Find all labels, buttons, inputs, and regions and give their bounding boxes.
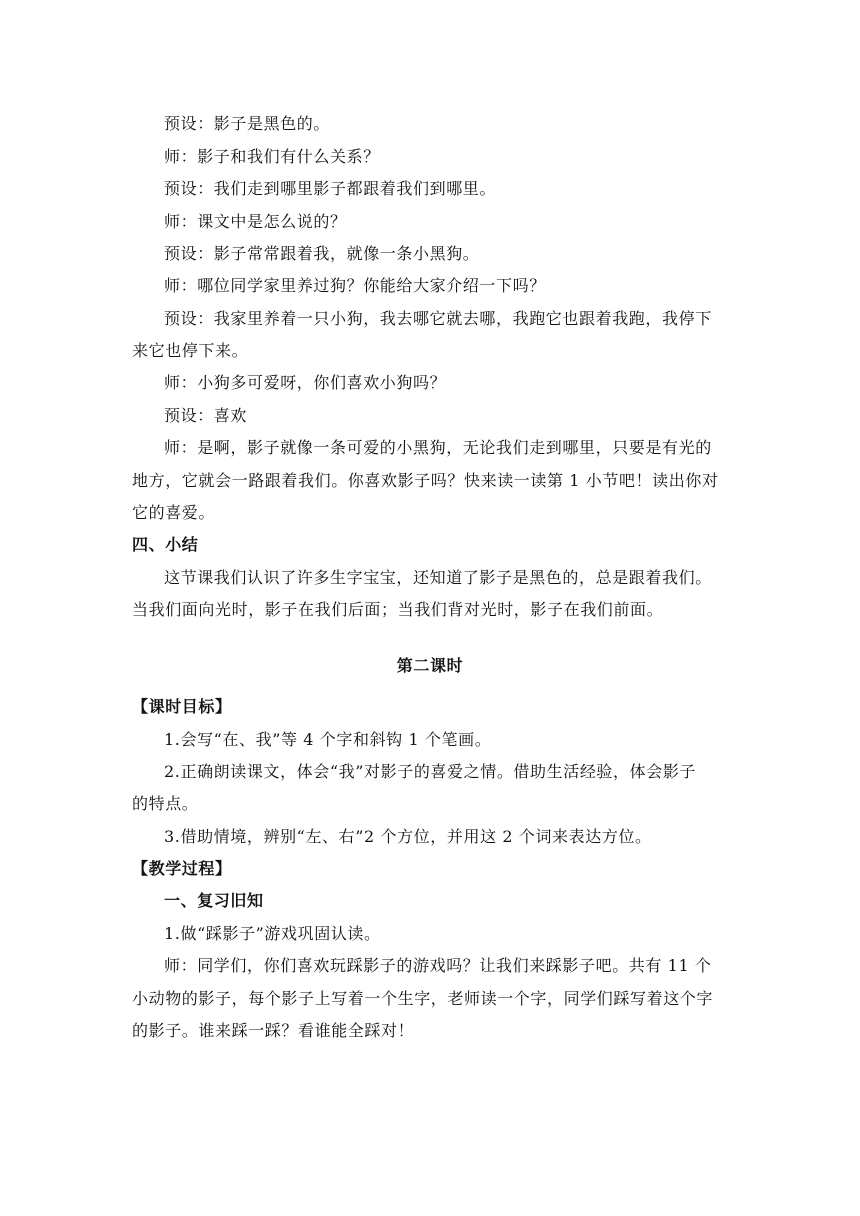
paragraph-line: 的影子。谁来踩一踩？看谁能全踩对！ (132, 1021, 415, 1040)
section-heading-process: 【教学过程】 (132, 859, 232, 878)
paragraph-line: 当我们面向光时，影子在我们后面；当我们背对光时，影子在我们前面。 (132, 600, 664, 619)
paragraph-line: 的特点。 (132, 794, 199, 813)
paragraph-line: 预设：我家里养着一只小狗，我去哪它就去哪，我跑它也跟着我跑，我停下 (164, 309, 712, 328)
section-heading-summary: 四、小结 (132, 535, 199, 554)
paragraph-line: 师：同学们，你们喜欢玩踩影子的游戏吗？让我们来踩影子吧。共有 11 个 (164, 956, 712, 975)
subsection-heading-review: 一、复习旧知 (164, 891, 264, 910)
paragraph-line: 师：课文中是怎么说的？ (164, 212, 347, 231)
objective-item: 2.正确朗读课文，体会“我”对影子的喜爱之情。借助生活经验，体会影子 (164, 762, 697, 781)
paragraph-line: 1.做“踩影子”游戏巩固认读。 (164, 924, 381, 943)
paragraph-line: 来它也停下来。 (132, 341, 249, 360)
paragraph-line: 地方，它就会一路跟着我们。你喜欢影子吗？快来读一读第 1 小节吧！读出你对 (132, 471, 719, 490)
paragraph-line: 它的喜爱。 (132, 503, 216, 522)
paragraph-line: 预设：喜欢 (164, 406, 248, 425)
paragraph-line: 师：哪位同学家里养过狗？你能给大家介绍一下吗？ (164, 276, 546, 295)
paragraph-line: 预设：影子是黑色的。 (164, 114, 331, 133)
section-heading-objectives: 【课时目标】 (132, 697, 232, 716)
objective-item: 3.借助情境，辨别“左、右”2 个方位，并用这 2 个词来表达方位。 (164, 827, 652, 846)
paragraph-line: 师：是啊，影子就像一条可爱的小黑狗，无论我们走到哪里，只要是有光的 (164, 438, 712, 457)
paragraph-line: 师：小狗多可爱呀，你们喜欢小狗吗？ (164, 373, 447, 392)
paragraph-line: 小动物的影子，每个影子上写着一个生字，老师读一个字，同学们踩写着这个字 (132, 989, 714, 1008)
paragraph-line: 师：影子和我们有什么关系？ (164, 147, 380, 166)
paragraph-line: 预设：我们走到哪里影子都跟着我们到哪里。 (164, 179, 497, 198)
objective-item: 1.会写“在、我”等 4 个字和斜钩 1 个笔画。 (164, 730, 492, 749)
lesson-title: 第二课时 (396, 656, 464, 675)
paragraph-line: 这节课我们认识了许多生字宝宝，还知道了影子是黑色的，总是跟着我们。 (164, 568, 712, 587)
paragraph-line: 预设：影子常常跟着我，就像一条小黑狗。 (164, 244, 480, 263)
